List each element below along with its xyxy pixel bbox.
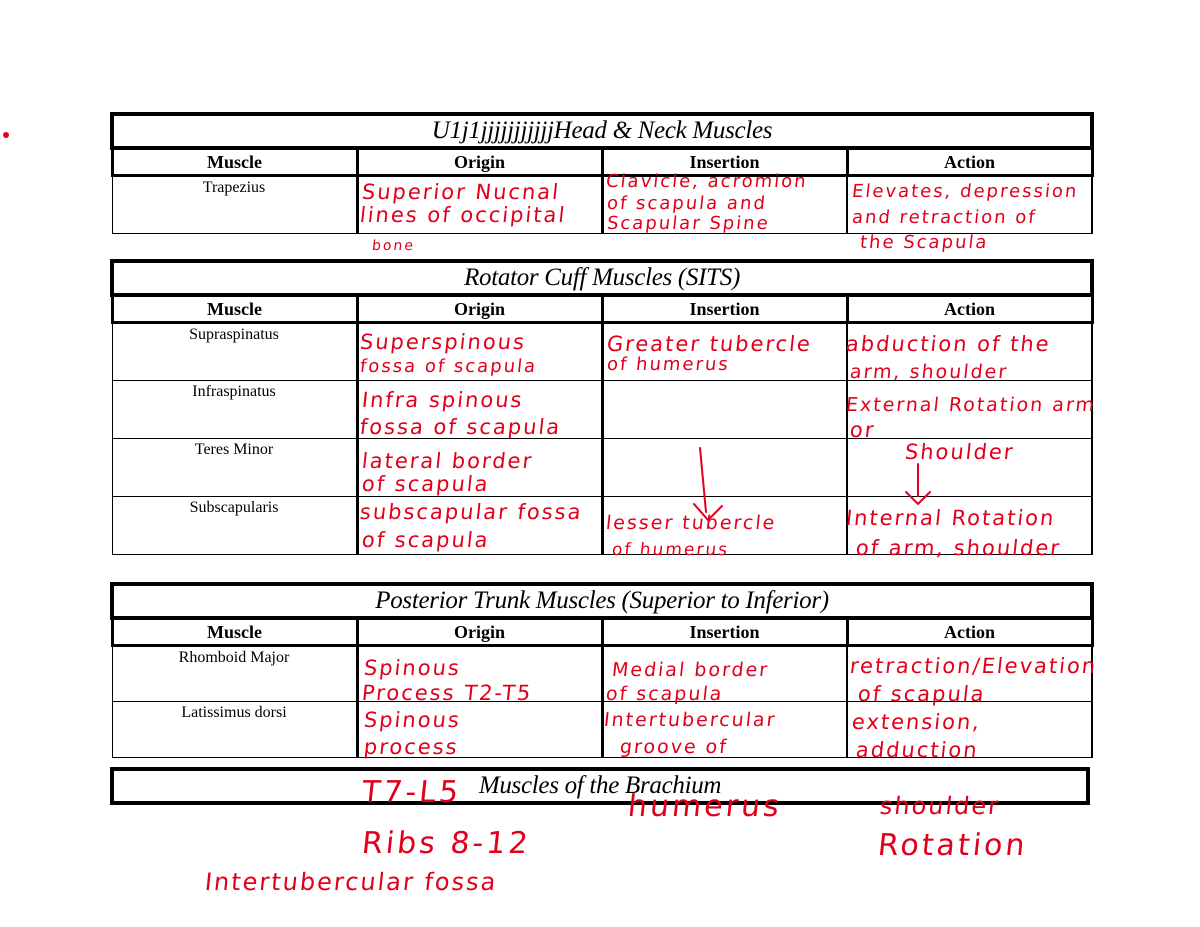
header-insertion: Insertion <box>602 148 847 176</box>
handwriting-text: shoulder <box>878 792 1002 820</box>
handwriting-text: T7-L5 <box>360 775 463 810</box>
muscle-name: Infraspinatus <box>112 381 357 439</box>
handwriting-text: Ribs 8-12 <box>360 826 533 861</box>
handwriting-text: humerus <box>626 789 784 824</box>
muscle-name: Rhomboid Major <box>112 646 357 702</box>
muscle-name: Trapezius <box>112 176 357 234</box>
handwriting-text: Spinous <box>362 656 463 680</box>
handwriting-text: adduction <box>854 738 980 762</box>
table-title: Posterior Trunk Muscles (Superior to Inferior) <box>112 584 1092 618</box>
handwriting-text: Intertubercular fossa <box>203 868 499 896</box>
table-title: U1j1jjjjjjjjjjjHead & Neck Muscles <box>112 114 1092 148</box>
handwriting-text: of humerus <box>605 354 731 375</box>
handwriting-text: abduction of the <box>844 332 1052 356</box>
table-title: Muscles of the Brachium <box>112 769 1088 803</box>
handwriting-text: Medial border <box>610 659 771 681</box>
handwriting-text: process <box>362 735 460 759</box>
table-title: Rotator Cuff Muscles (SITS) <box>112 261 1092 295</box>
muscle-name: Supraspinatus <box>112 323 357 381</box>
handwriting-text: Spinous <box>362 708 463 732</box>
handwriting-text: of scapula <box>360 472 491 496</box>
arrow-stroke <box>700 448 706 512</box>
handwriting-text: Clavicle, acromion <box>604 171 809 192</box>
muscle-name: Teres Minor <box>112 439 357 497</box>
handwriting-text: External Rotation arm <box>844 394 1098 416</box>
handwriting-text: extension, <box>850 710 983 734</box>
handwriting-text: fossa of scapula <box>358 356 539 377</box>
handwriting-text: Process T2-T5 <box>360 681 534 705</box>
header-insertion: Insertion <box>602 295 847 323</box>
handwriting-text: groove of <box>618 736 730 758</box>
handwriting-text: of scapula <box>604 683 725 705</box>
handwriting-text: bone <box>371 238 416 254</box>
handwriting-text: retraction/Elevation <box>848 654 1099 678</box>
header-muscle: Muscle <box>112 148 357 176</box>
handwriting-text: Internal Rotation <box>844 506 1057 530</box>
muscle-name: Subscapularis <box>112 497 357 555</box>
handwriting-text: of scapula <box>360 528 491 552</box>
handwriting-text: of scapula and <box>605 193 768 214</box>
header-action: Action <box>847 148 1092 176</box>
handwriting-text: Shoulder <box>903 440 1016 464</box>
handwriting-text: lesser tubercle <box>604 512 778 534</box>
handwriting-text: Elevates, depression <box>850 181 1080 202</box>
header-muscle: Muscle <box>112 618 357 646</box>
handwriting-text: of humerus <box>610 540 731 560</box>
handwriting-text: of scapula <box>856 682 987 706</box>
handwriting-text: Scapular Spine <box>605 213 771 234</box>
handwriting-text: lines of occipital <box>358 203 568 227</box>
header-origin: Origin <box>357 148 602 176</box>
handwriting-text: or <box>848 418 877 442</box>
arrow-stroke <box>694 504 722 520</box>
handwriting-text: arm, shoulder <box>848 361 1010 383</box>
header-muscle: Muscle <box>112 295 357 323</box>
header-origin: Origin <box>357 618 602 646</box>
muscle-name: Latissimus dorsi <box>112 702 357 758</box>
header-action: Action <box>847 295 1092 323</box>
handwriting-text: Rotation <box>876 828 1030 863</box>
handwriting-text: Greater tubercle <box>605 332 814 356</box>
handwriting-text: Infra spinous <box>360 388 525 412</box>
handwriting-text: lateral border <box>360 449 535 473</box>
handwriting-text: the Scapula <box>858 232 990 253</box>
handwriting-text: Superior Nucnal <box>360 180 562 204</box>
header-action: Action <box>847 618 1092 646</box>
handwriting-text: of arm, shoulder <box>854 536 1063 560</box>
handwriting-text: and retraction of <box>850 207 1038 228</box>
handwriting-text: fossa of scapula <box>358 415 563 439</box>
handwriting-text: Superspinous <box>358 330 528 354</box>
header-origin: Origin <box>357 295 602 323</box>
handwriting-text: Intertubercular <box>602 709 778 731</box>
handwriting-text: subscapular fossa <box>358 500 584 524</box>
header-insertion: Insertion <box>602 618 847 646</box>
